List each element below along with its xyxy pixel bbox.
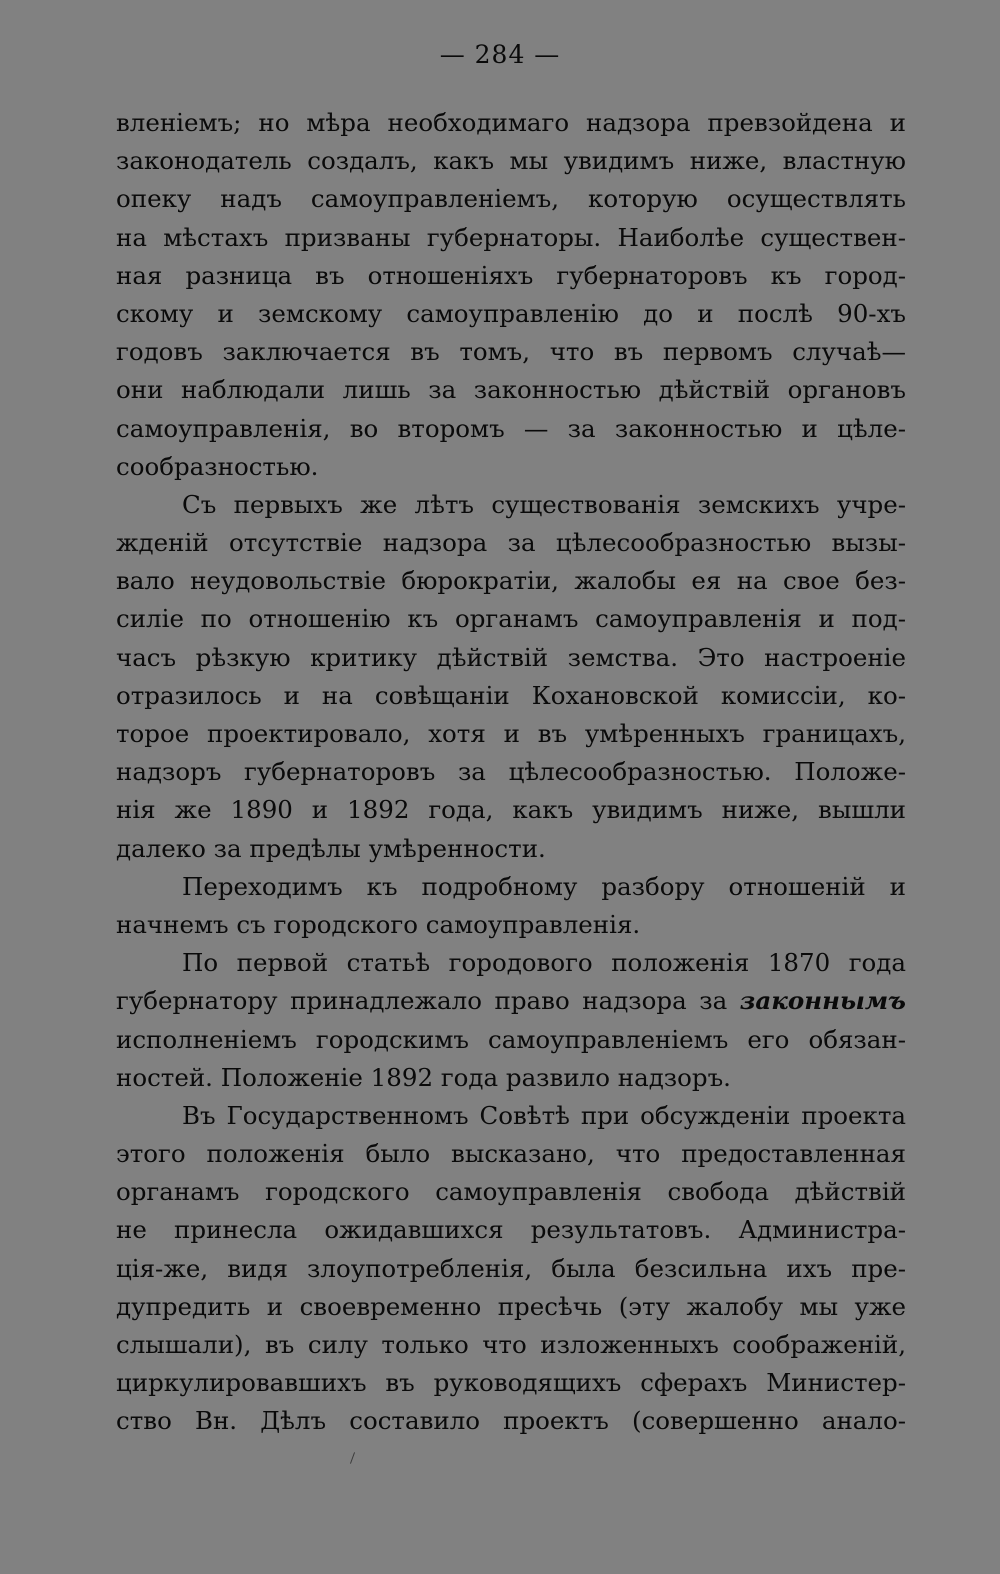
text-line: вленіемъ; но мѣра необходимаго надзора превзойдена и: [116, 108, 906, 137]
text-line: ная разница въ отношеніяхъ губернаторовъ къ город-: [116, 260, 906, 290]
text-line: Въ Государственномъ Совѣтѣ при обсужденіи проекта: [182, 1100, 906, 1130]
paragraph-1: [116, 104, 906, 486]
text-line: не принесла ожидавшихся результатовъ. Администра-: [116, 1215, 906, 1245]
paragraph-3: [116, 868, 906, 944]
text-line: жденій отсутствіе надзора за цѣлесообразностью вызы-: [116, 528, 906, 558]
text-line: Съ первыхъ же лѣтъ существованія земскихъ учре-: [182, 489, 906, 519]
emphasized-word: законнымъ: [739, 986, 906, 1016]
scan-speck: [350, 1452, 355, 1464]
text-line: законодатель создалъ, какъ мы увидимъ ниже, властную: [116, 146, 906, 176]
text-line: сообразностью.: [116, 451, 319, 481]
paragraph-4: [116, 944, 906, 1097]
text-line: органамъ городского самоуправленія свобода дѣйствій: [116, 1177, 906, 1207]
text-line-with-emphasis: [116, 982, 906, 1020]
text-line: скому и земскому самоуправленію до и послѣ 90-хъ: [116, 298, 906, 328]
text-line: ство Вн. Дѣлъ составило проектъ (совершенно анало-: [116, 1406, 906, 1436]
text-line: нія же 1890 и 1892 года, какъ увидимъ ниже, вышли: [116, 795, 906, 825]
text-line: годовъ заключается въ томъ, что въ первомъ случаѣ—: [116, 337, 906, 367]
text-line: исполненіемъ городскимъ самоуправленіемъ его обязан-: [116, 1024, 906, 1054]
text-line: этого положенія было высказано, что предоставленная: [116, 1139, 906, 1169]
text-line: слышали), въ силу только что изложенныхъ соображеній,: [116, 1330, 906, 1359]
text-line: дупредить и своевременно пресѣчь (эту жалобу мы уже: [116, 1291, 906, 1321]
text-line: ностей. Положеніе 1892 года развило надзоръ.: [116, 1062, 731, 1092]
text-line: Переходимъ къ подробному разбору отношеній и: [182, 871, 906, 901]
text-line-start: губернатору принадлежало право надзора за: [116, 986, 728, 1016]
text-line: надзоръ губернаторовъ за цѣлесообразностью. Положе-: [116, 757, 906, 787]
paragraph-2: [116, 486, 906, 868]
text-line: часъ рѣзкую критику дѣйствій земства. Это настроеніе: [116, 642, 906, 672]
text-line: они наблюдали лишь за законностью дѣйствій органовъ: [116, 375, 906, 405]
text-line: отразилось и на совѣщаніи Кохановской комиссіи, ко-: [116, 680, 906, 710]
text-line: на мѣстахъ призваны губернаторы. Наиболѣе существен-: [116, 222, 906, 252]
text-line: силіе по отношенію къ органамъ самоуправленія и под-: [116, 604, 906, 634]
text-line: ція-же, видя злоупотребленія, была безсильна ихъ пре-: [116, 1253, 906, 1283]
text-line: начнемъ съ городского самоуправленія.: [116, 909, 641, 939]
page-text: [116, 104, 906, 1441]
paragraph-5: [116, 1097, 906, 1441]
text-line: циркулировавшихъ въ руководящихъ сферахъ Министер-: [116, 1368, 906, 1398]
text-line: опеку надъ самоуправленіемъ, которую осуществлять: [116, 184, 906, 214]
text-line: самоуправленія, во второмъ — за законностью и цѣле-: [116, 413, 906, 443]
page-number: — 284 —: [439, 40, 561, 69]
text-line: далеко за предѣлы умѣренности.: [116, 833, 546, 863]
text-line: вало неудовольствіе бюрократіи, жалобы ея на свое без-: [116, 566, 906, 596]
text-line: торое проектировало, хотя и въ умѣренныхъ границахъ,: [116, 719, 906, 748]
text-line: По первой статьѣ городового положенія 1870 года: [182, 948, 906, 978]
